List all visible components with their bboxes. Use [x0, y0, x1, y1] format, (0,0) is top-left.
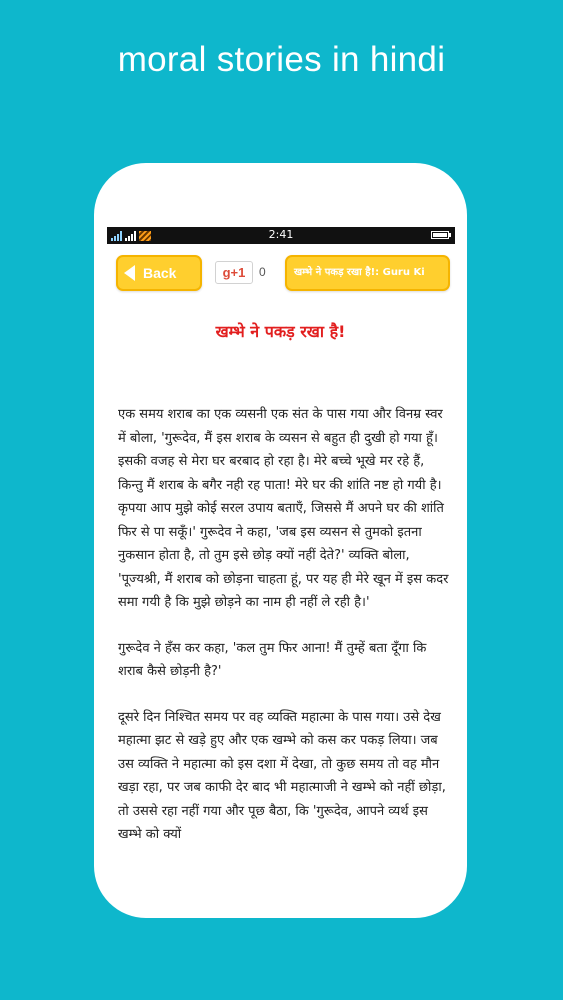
story-paragraph: एक समय शराब का एक व्यसनी एक संत के पास गया और विनम्र स्वर में बोला, 'गुरूदेव, मैं इस शराब के व्यसन से बहुत ही दुखी हो गया हूँ। इसकी वजह से मेरा घर बरबाद हो रहा है। मेरे बच्चे भूखे मर रहे हैं, किन्तु मैं शराब के बगैर नही रह पाता! मेरे घर की शांति नष्ट हो गयी है। कृपया आप मुझे कोई सरल उपाय बताएँ, जिससे मैं अपने घर की शांति फिर से पा सकूँ।' गुरूदेव ने कहा, 'जब इस व्यसन से तुमको इतना नुकसान होता है, तो तुम इसे छोड़ क्यों नहीं देते?' व्यक्ति बोला, 'पूज्यश्री, मैं शराब को छोड़ना चाहता हूं, पर यह ही मेरे खून में इस कदर समा गयी है कि मुझे छोड़ने का नाम ही नहीं ले रही है।' — [118, 407, 449, 610]
back-button[interactable] — [116, 255, 202, 291]
back-arrow-icon — [124, 265, 135, 281]
phone-frame — [94, 163, 467, 918]
story-paragraph: दूसरे दिन निश्चित समय पर वह व्यक्ति महात्मा के पास गया। उसे देख महात्मा झट से खड़े हुए और एक खम्भे को कस कर पकड़ लिया। जब उस व्यक्ति ने महात्मा को इस दशा में देखा, तो कुछ समय तो वह मौन खड़ा रहा, पर जब काफी देर बाद भी महात्माजी ने खम्भे को नहीं छोड़ा, तो उससे रहा नहीं गया और पूछ बैठा, कि 'गुरूदेव, आपने व्यर्थ इस खम्भे को क्यों — [118, 709, 446, 842]
google-plus-one-button[interactable]: g+1 — [215, 261, 253, 284]
status-bar — [107, 227, 455, 244]
story-title-button[interactable]: खम्भे ने पकड़ रखा है!: Guru Ki — [285, 255, 450, 291]
google-plus-count: 0 — [259, 265, 266, 279]
promo-title: moral stories in hindi — [117, 40, 446, 79]
back-button-label: Back — [143, 265, 177, 281]
story-paragraph: गुरूदेव ने हँस कर कहा, 'कल तुम फिर आना! मैं तुम्हें बता दूँगा कि शराब कैसे छोड़नी है?' — [118, 640, 427, 679]
status-time: 2:41 — [268, 228, 294, 241]
toolbar — [94, 253, 467, 295]
story-title: खम्भे ने पकड़ रखा है! — [215, 322, 346, 341]
story-body — [118, 403, 452, 843]
battery-icon — [431, 231, 449, 239]
